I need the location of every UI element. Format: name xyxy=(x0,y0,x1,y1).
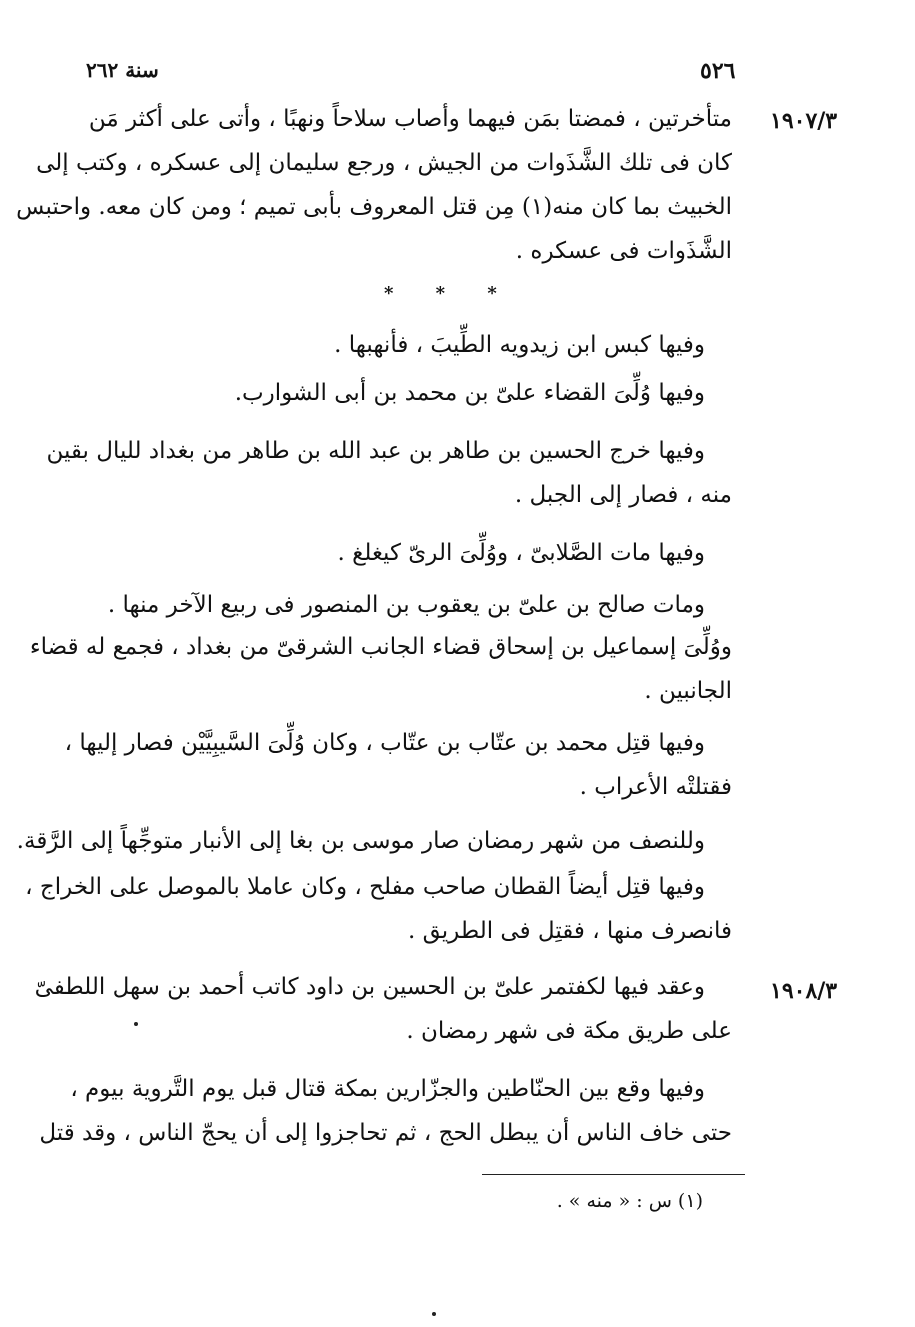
text-line: ومات صالح بن علىّ بن يعقوب بن المنصور فى ربيع الآخر منها . xyxy=(107,592,705,618)
running-header-year: سنة ٢٦٢ xyxy=(86,58,159,82)
text-line: وللنصف من شهر رمضان صار موسى بن بغا إلى الأنبار متوجِّهاً إلى الرَّقة. xyxy=(16,828,705,854)
text-line: الشَّذَوات فى عسكره . xyxy=(515,238,732,264)
text-line: فقتلتْه الأعراب . xyxy=(579,774,732,800)
text-line: كان فى تلك الشَّذَوات من الجيش ، ورجع سليمان إلى عسكره ، وكتب إلى xyxy=(36,150,732,176)
margin-reference: ١٩٠٨/٣ xyxy=(770,978,838,1004)
text-line: الجانبين . xyxy=(644,678,732,704)
text-line: وفيها كبس ابن زيدويه الطِّيبَ ، فأنهبها . xyxy=(334,332,705,358)
text-line: متأخرتين ، فمضتا بمَن فيهما وأصاب سلاحاً ونهبًا ، وأتى على أكثر مَن xyxy=(88,106,732,132)
text-line: وفيها وُلِّىَ القضاء علىّ بن محمد بن أبى الشوارب. xyxy=(234,380,705,406)
ink-speck xyxy=(432,1312,436,1316)
text-line: وفيها وقع بين الحنّاطين والجزّارين بمكة قتال قبل يوم التَّروية بيوم ، xyxy=(70,1076,705,1102)
text-line: وعقد فيها لكفتمر علىّ بن الحسين بن داود كاتب أحمد بن سهل اللطفىّ xyxy=(34,974,705,1000)
text-line: فانصرف منها ، فقتِل فى الطريق . xyxy=(407,918,732,944)
text-line: الخبيث بما كان منه(١) مِن قتل المعروف بأبى تميم ؛ ومن كان معه. واحتبس xyxy=(16,194,732,220)
footnote: (١) س : « منه » . xyxy=(556,1190,703,1212)
text-line: وفيها قتِل أيضاً القطان صاحب مفلح ، وكان عاملا بالموصل على الخراج ، xyxy=(25,874,705,900)
text-line: منه ، فصار إلى الجبل . xyxy=(514,482,732,508)
text-line: وفيها خرج الحسين بن طاهر بن عبد الله بن طاهر من بغداد لليال بقين xyxy=(46,438,705,464)
text-line: وفيها مات الصَّلابىّ ، ووُلِّىَ الرىّ كيغلغ . xyxy=(337,540,705,566)
text-line: على طريق مكة فى شهر رمضان . xyxy=(406,1018,732,1044)
ink-speck xyxy=(134,1022,138,1026)
text-line: ووُلِّىَ إسماعيل بن إسحاق قضاء الجانب الشرقىّ من بغداد ، فجمع له قضاء xyxy=(29,634,732,660)
page-number: ٥٢٦ xyxy=(700,58,736,84)
footnote-rule xyxy=(482,1174,745,1175)
section-separator: * * * xyxy=(384,283,515,304)
margin-reference: ١٩٠٧/٣ xyxy=(770,108,838,134)
text-line: حتى خاف الناس أن يبطل الحج ، ثم تحاجزوا إلى أن يحجّ الناس ، وقد قتل xyxy=(39,1120,732,1146)
text-line: وفيها قتِل محمد بن عتّاب بن عتّاب ، وكان وُلِّىَ السَّيبِيَّيْن فصار إليها ، xyxy=(64,730,705,756)
